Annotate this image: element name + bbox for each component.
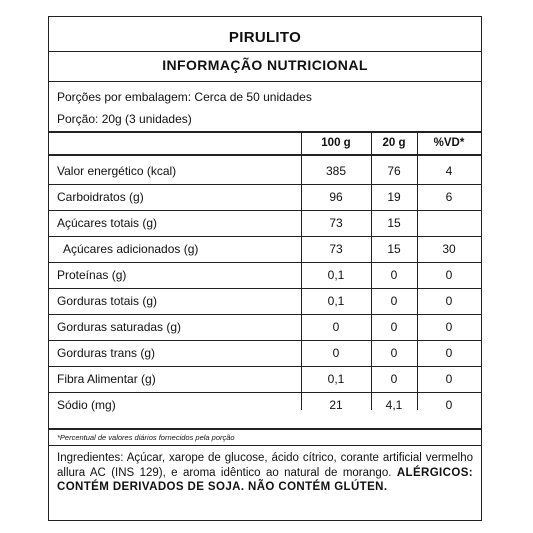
row-divider [49, 288, 481, 289]
serving-size: Porção: 20g (3 unidades) [57, 112, 192, 126]
nutrient-value: 15 [387, 216, 401, 230]
panel-title: INFORMAÇÃO NUTRICIONAL [162, 57, 368, 73]
nutrient-label: Proteínas (g) [57, 268, 127, 282]
nutrient-value: 19 [387, 190, 401, 204]
nutrient-label: Gorduras saturadas (g) [57, 320, 182, 334]
nutrient-label: Carboidratos (g) [57, 190, 144, 204]
allergens-text: ALÉRGICOS: CONTÉM DERIVADOS DE SOJA. NÃO CONTÉM GLÚTEN. [57, 466, 474, 493]
column-header: 100 g [321, 137, 351, 149]
nutrient-value: 0 [390, 346, 398, 360]
nutrient-value: 73 [329, 242, 343, 256]
nutrient-value: 0,1 [327, 372, 345, 386]
nutrient-value: 0 [390, 294, 398, 308]
nutrient-value: 0 [445, 346, 453, 360]
nutrient-value: 0 [390, 372, 398, 386]
ingredients-text: Ingredientes: Açúcar, xarope de glucose, ácido cítrico, corante artificial vermelho allura AC (INS 129), e aroma idêntico ao natural de morango. [57, 452, 473, 479]
nutrient-value: 0 [445, 320, 453, 334]
nutrient-value: 15 [387, 242, 401, 256]
servings-per-package: Porções por embalagem: Cerca de 50 unidades [57, 90, 312, 104]
divider [49, 51, 481, 52]
ingredients-block [57, 451, 473, 495]
nutrient-value: 0 [445, 268, 453, 282]
nutrient-value: 4 [445, 164, 453, 178]
product-name: PIRULITO [228, 29, 302, 46]
nutrient-value: 4,1 [385, 398, 403, 412]
row-divider [49, 392, 481, 393]
nutrition-label [48, 16, 482, 521]
nutrient-value: 0 [390, 320, 398, 334]
row-divider [49, 314, 481, 315]
nutrient-value: 0 [445, 398, 453, 412]
nutrient-value: 0 [332, 320, 340, 334]
nutrient-value: 73 [329, 216, 343, 230]
nutrient-label: Açúcares totais (g) [57, 216, 158, 230]
nutrient-label: Gorduras trans (g) [57, 346, 156, 360]
nutrient-label: Açúcares adicionados (g) [63, 242, 199, 256]
nutrient-label: Valor energético (kcal) [57, 164, 177, 178]
divider-thick [49, 428, 481, 430]
row-divider [49, 184, 481, 185]
row-divider [49, 210, 481, 211]
nutrient-label: Sódio (mg) [57, 398, 116, 412]
nutrient-value: 21 [329, 398, 343, 412]
nutrient-value: 6 [445, 190, 453, 204]
nutrient-value: 0 [332, 346, 340, 360]
row-divider [49, 262, 481, 263]
nutrient-value: 0,1 [327, 294, 345, 308]
nutrient-value: 385 [325, 164, 347, 178]
column-header: %VD* [433, 137, 465, 149]
divider [49, 81, 481, 82]
nutrient-value: 0 [445, 294, 453, 308]
nutrient-value: 0 [445, 372, 453, 386]
nutrient-value: 76 [387, 164, 401, 178]
row-divider [49, 236, 481, 237]
column-header: 20 g [382, 137, 406, 149]
footnote: *Percentual de valores diários fornecidos pela porção [57, 433, 235, 442]
nutrient-value: 30 [442, 242, 456, 256]
nutrient-value: 96 [329, 190, 343, 204]
divider [49, 445, 481, 446]
row-divider [49, 340, 481, 341]
nutrient-value: 0,1 [327, 268, 345, 282]
nutrient-value: 0 [390, 268, 398, 282]
nutrient-label: Fibra Alimentar (g) [57, 372, 156, 386]
row-divider [49, 366, 481, 367]
nutrient-label: Gorduras totais (g) [57, 294, 158, 308]
